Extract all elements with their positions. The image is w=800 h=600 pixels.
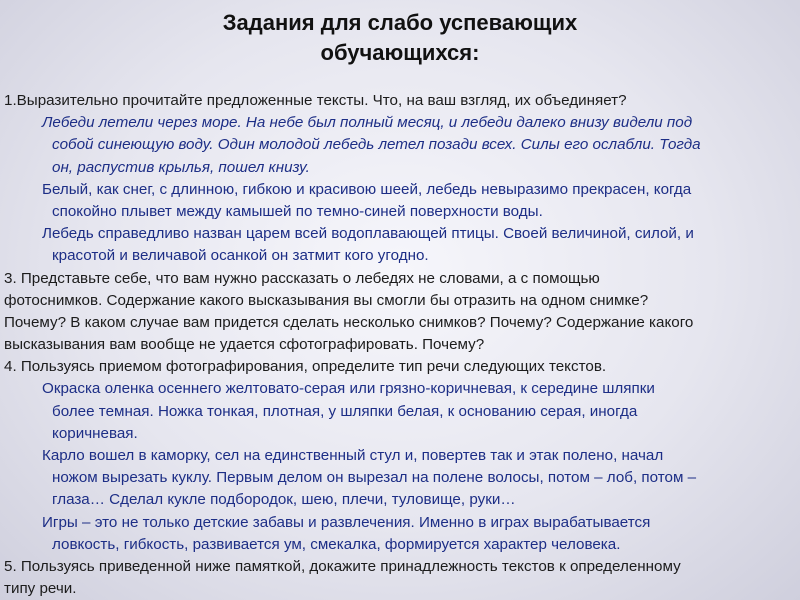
task1-text1-line1: Лебеди летели через море. На небе был полный месяц, и лебеди далеко внизу видели под (42, 114, 693, 132)
task4-text2-line2: ножом вырезать куклу. Первым делом он вырезал на полене волосы, потом – лоб, потом – (52, 469, 697, 487)
task1-heading: 1.Выразительно прочитайте предложенные тексты. Что, на ваш взгляд, их объединяет? (4, 92, 627, 109)
task3-line2: фотоснимков. Содержание какого высказывания вы смогли бы отразить на одном снимке? (4, 291, 649, 309)
task1-text2-line2: спокойно плывет между камышей по темно-синей поверхности воды. (52, 202, 543, 220)
task1-text3-line2: красотой и величавой осанкой он затмит кого угодно. (52, 247, 429, 265)
task1-text1-line2: собой синеющую воду. Один молодой лебедь летел позади всех. Силы его ослабли. Тогда (52, 136, 701, 154)
task3-line1: 3. Представьте себе, что вам нужно рассказать о лебедях не словами, а с помощью (4, 269, 600, 287)
task5-line1: 5. Пользуясь приведенной ниже памяткой, докажите принадлежность текстов к определенному (4, 557, 681, 575)
title-line-2: обучающихся: (320, 40, 480, 65)
title-line-1: Задания для слабо успевающих (222, 10, 578, 35)
task4-text3-line1: Игры – это не только детские забавы и развлечения. Именно в играх вырабатывается (42, 513, 651, 531)
task1-text1-line3: он, распустив крылья, пошел книзу. (52, 158, 310, 176)
slide-title (0, 8, 800, 68)
task1-text3-line1: Лебедь справедливо назван царем всей водоплавающей птицы. Своей величиной, силой, и (42, 225, 694, 243)
task3-line4: высказывания вам вообще не удается сфотографировать. Почему? (4, 336, 485, 354)
task4-text3-line2: ловкость, гибкость, развивается ум, смекалка, формируется характер человека. (52, 535, 621, 553)
task4-text2-line1: Карло вошел в каморку, сел на единственный стул и, повертев так и этак полено, начал (42, 447, 664, 464)
task1-text2-line1: Белый, как снег, с длинною, гибкою и красивою шеей, лебедь невыразимо прекрасен, когда (42, 180, 692, 198)
task5-line2: типу речи. (4, 580, 77, 598)
task-list (4, 90, 800, 600)
task4-text2-line3: глаза… Сделал кукле подбородок, шею, плечи, туловище, руки… (52, 491, 516, 509)
task4-text1-line1: Окраска оленка осеннего желтовато-серая или грязно-коричневая, к середине шляпки (42, 380, 655, 398)
task3-line3: Почему? В каком случае вам придется сделать несколько снимков? Почему? Содержание какого (4, 313, 694, 331)
task4-heading: 4. Пользуясь приемом фотографирования, определите тип речи следующих текстов. (4, 358, 607, 376)
task4-text1-line3: коричневая. (52, 424, 138, 442)
task4-text1-line2: более темная. Ножка тонкая, плотная, у шляпки белая, к основанию серая, иногда (52, 402, 638, 420)
